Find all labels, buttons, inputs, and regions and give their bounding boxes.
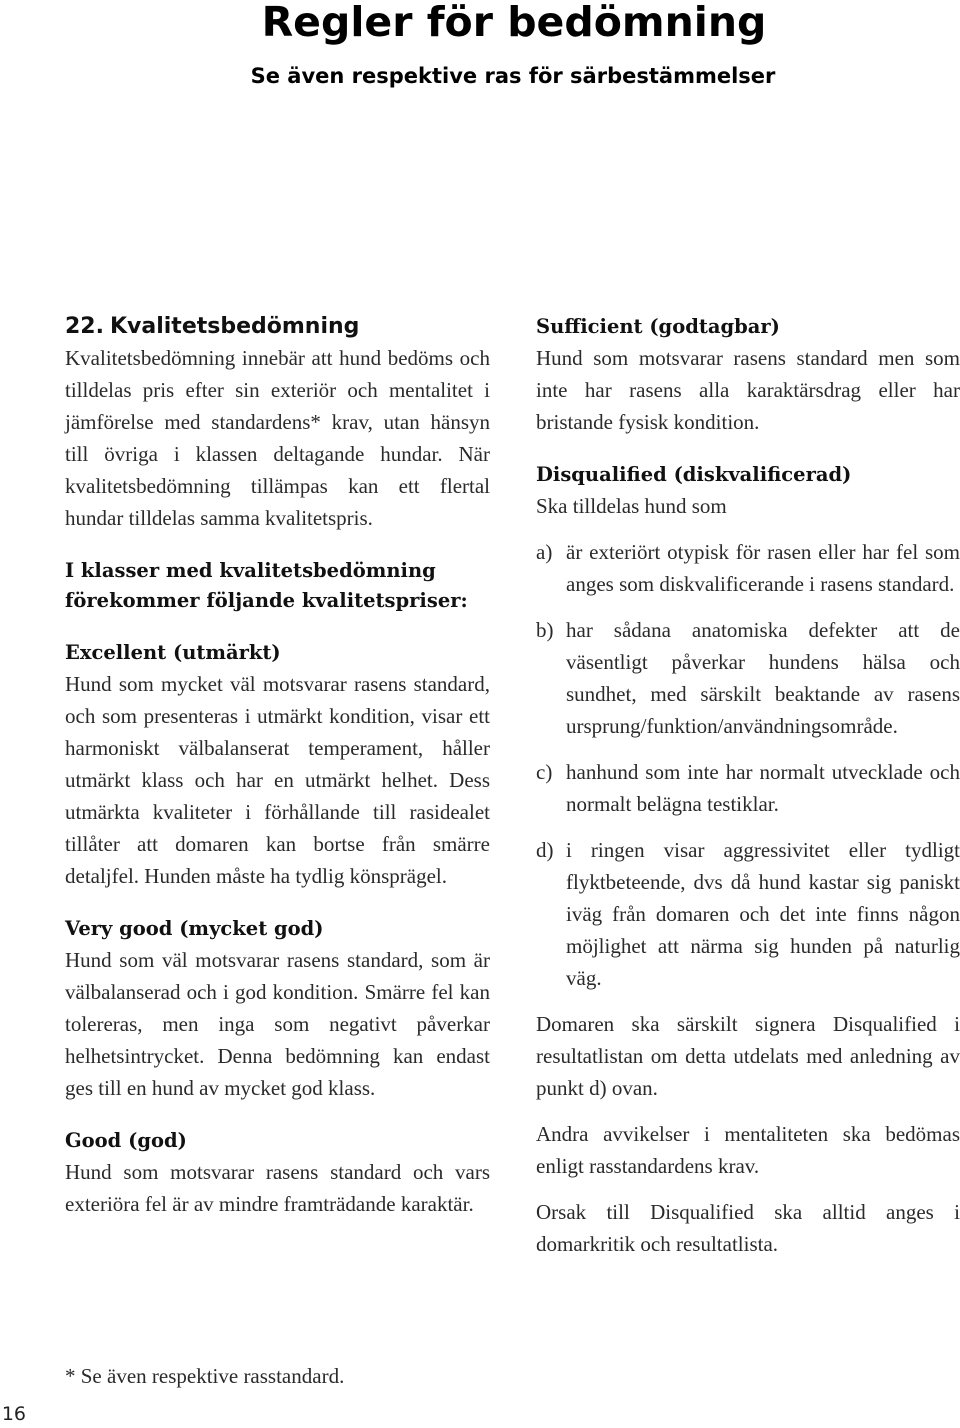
sufficient-text: Hund som motsvarar rasens standard men som inte har rasens alla karaktärsdrag eller har bristande fysisk kondition. xyxy=(536,346,960,434)
list-item xyxy=(536,834,960,994)
section-number: 22. xyxy=(65,314,104,339)
list-marker: a) xyxy=(536,540,553,564)
section-heading xyxy=(65,312,490,342)
footnote: * Se även respektive rasstandard. xyxy=(65,1364,345,1388)
disqualified-intro: Ska tilldelas hund som xyxy=(536,494,727,518)
sufficient-heading: Sufficient (godtagbar) xyxy=(536,315,780,338)
list-text: är exteriört otypisk för rasen eller har fel som anges som diskvalificerande i rasens standard. xyxy=(566,540,960,596)
list-marker: d) xyxy=(536,838,554,862)
list-text: i ringen visar aggressivitet eller tydligt flyktbeteende, dvs då hund kastar sig paniskt iväg från domaren och det inte finns någon möjlighet att närma sig hunden på naturlig väg. xyxy=(566,838,960,990)
intro-paragraph: Kvalitetsbedömning innebär att hund bedöms och tilldelas pris efter sin exteriör och mentalitet i jämförelse med standardens* krav, utan hänsyn till övriga i klassen deltagande hundar. När kvalitetsbedömning tillämpas kan ett flertal hundar tilldelas samma kvalitetspris. xyxy=(65,346,490,530)
page-title: Regler för bedömning xyxy=(261,0,767,46)
list-marker: b) xyxy=(536,618,554,642)
mentality-paragraph: Andra avvikelser i mentaliteten ska bedömas enligt rasstandardens krav. xyxy=(536,1122,960,1178)
excellent-heading: Excellent (utmärkt) xyxy=(65,641,281,664)
excellent-text: Hund som mycket väl motsvarar rasens standard, och som presenteras i utmärkt kondition, visar ett harmoniskt välbalanserat temperament, håller utmärkt klass och har en utmärkt helhet. Dess utmärkta kvaliteter i förhållande till rasidealet tillåter att domaren kan bortse från smärre detaljfel. Hunden måste ha tydlig könsprägel. xyxy=(65,672,490,888)
good-text: Hund som motsvarar rasens standard och vars exteriöra fel är av mindre framträdande karaktär. xyxy=(65,1160,490,1216)
disqualified-heading: Disqualified (diskvalificerad) xyxy=(536,463,852,486)
page-subtitle: Se även respektive ras för särbestämmelser xyxy=(250,64,776,88)
list-item xyxy=(536,536,960,600)
very-good-text: Hund som väl motsvarar rasens standard, som är välbalanserad och i god kondition. Smärre fel kan tolereras, men inga som negativt påverkar helhetsintrycket. Denna bedömning kan endast ges till en hund av mycket god klass. xyxy=(65,948,490,1100)
page-number: 16 xyxy=(1,1403,26,1425)
left-column xyxy=(65,312,490,1220)
lead-heading: I klasser med kvalitetsbedömning förekommer följande kvalitetspriser: xyxy=(65,559,468,612)
list-item xyxy=(536,614,960,742)
reason-paragraph: Orsak till Disqualified ska alltid anges i domarkritik och resultatlista. xyxy=(536,1200,960,1256)
right-column xyxy=(536,312,960,1260)
section-title: Kvalitetsbedömning xyxy=(109,314,360,339)
signature-paragraph: Domaren ska särskilt signera Disqualified i resultatlistan om detta utdelats med anledning av punkt d) ovan. xyxy=(536,1012,960,1100)
list-text: hanhund som inte har normalt utvecklade och normalt belägna testiklar. xyxy=(566,760,960,816)
list-text: har sådana anatomiska defekter att de väsentligt påverkar hundens hälsa och sundhet, med särskilt beaktande av rasens ursprung/funktion/användningsområde. xyxy=(566,618,960,738)
good-heading: Good (god) xyxy=(65,1129,187,1152)
list-marker: c) xyxy=(536,760,553,784)
list-item xyxy=(536,756,960,820)
very-good-heading: Very good (mycket god) xyxy=(65,917,324,940)
